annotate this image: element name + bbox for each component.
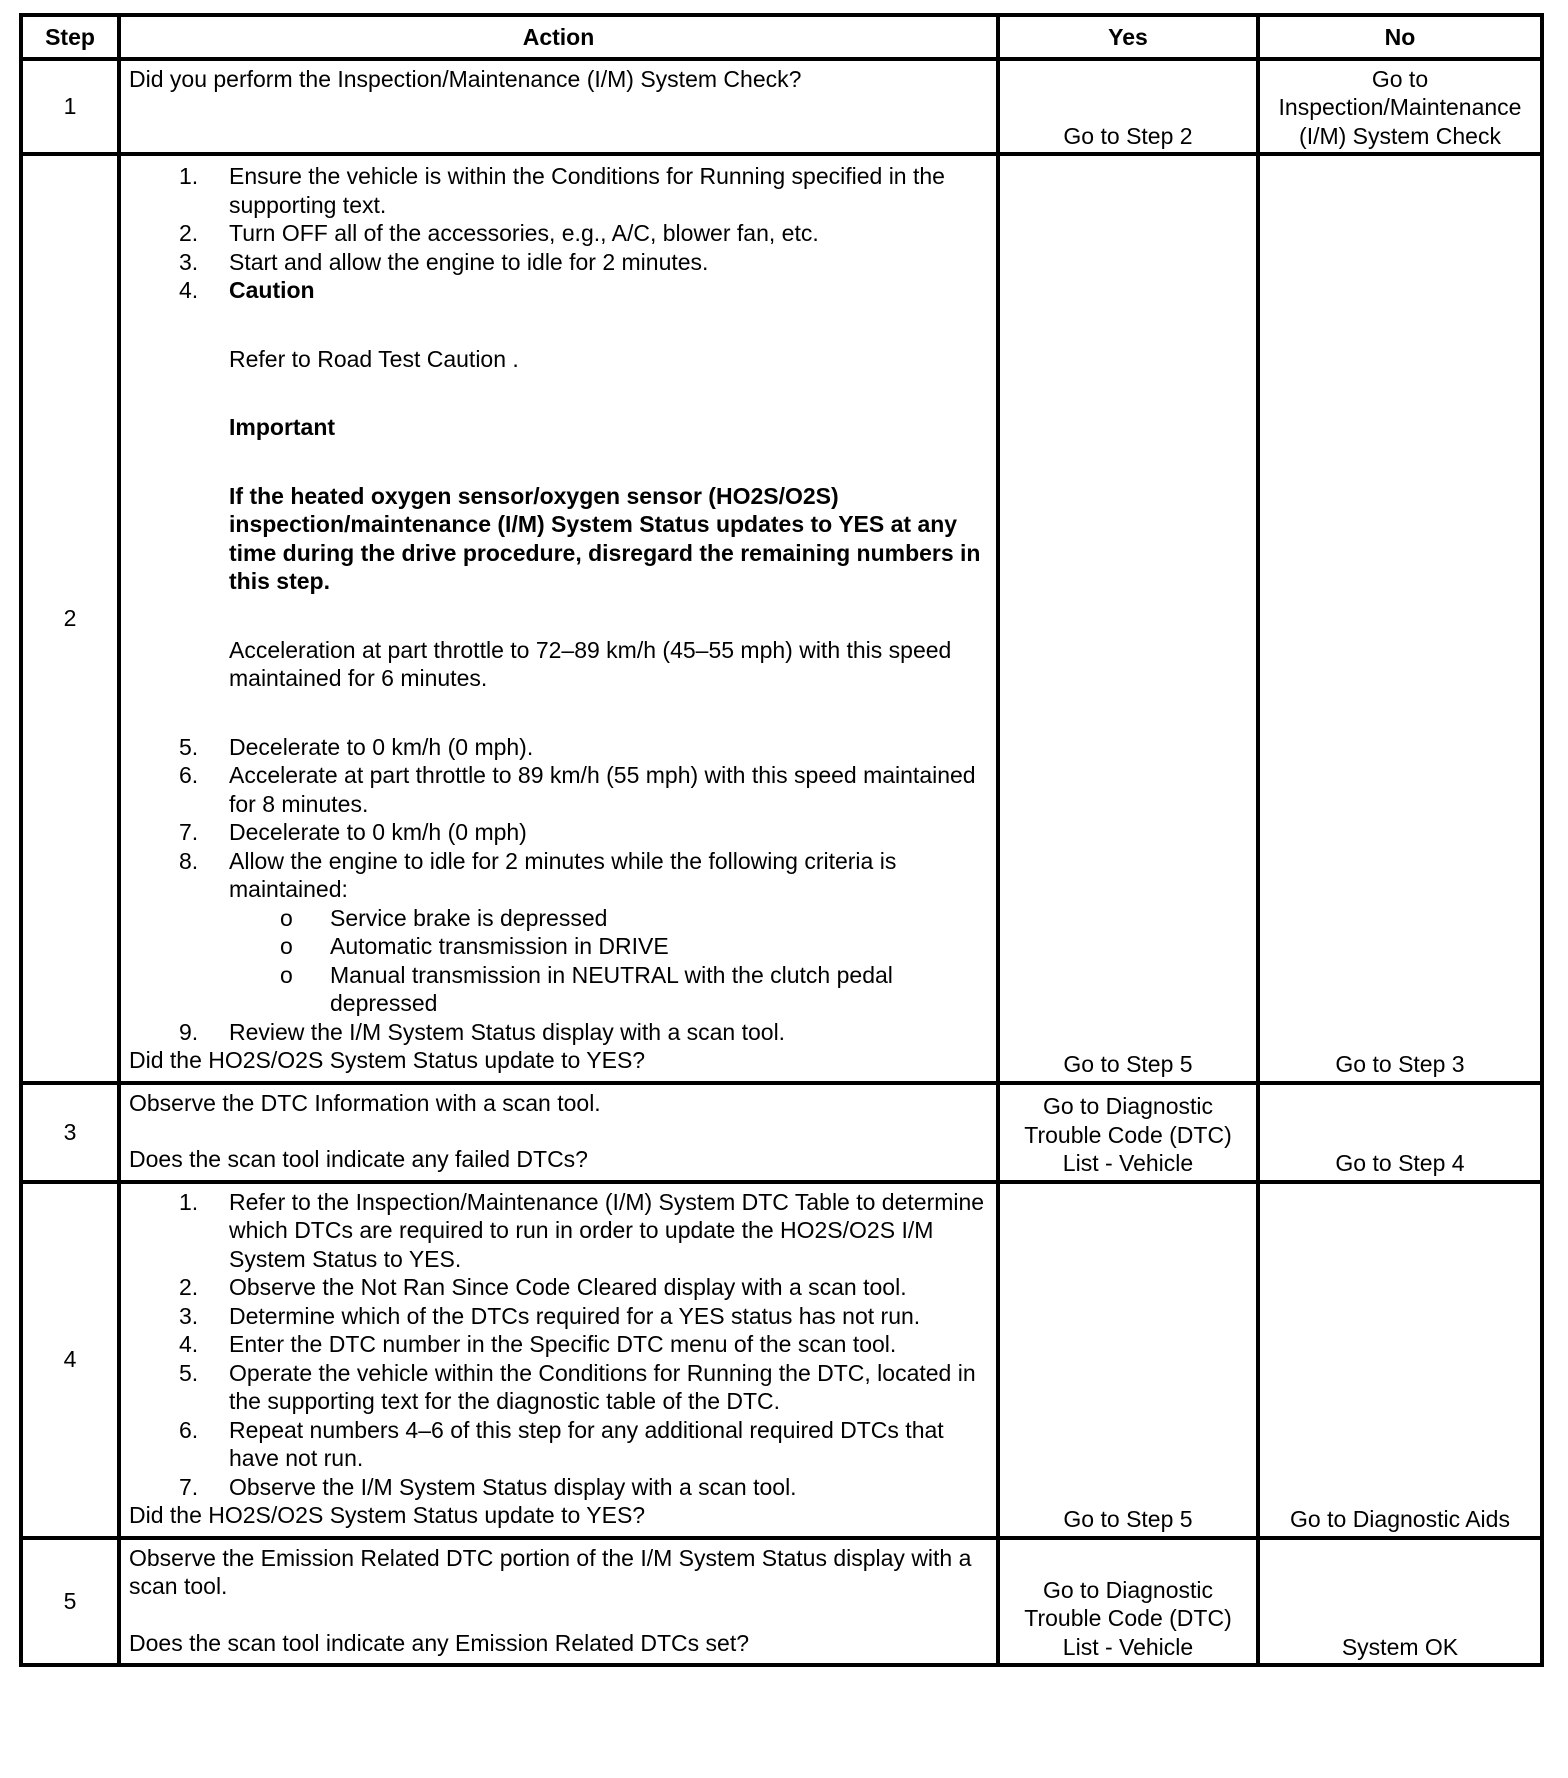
header-yes: Yes <box>998 15 1258 59</box>
table-row <box>21 59 1542 154</box>
yes-result: Go to Diagnostic Trouble Code (DTC) List - Vehicle <box>998 1538 1258 1666</box>
list-item: 1. Refer to the Inspection/Maintenance (I/M) System DTC Table to determine which DTCs are required to run in order to update the HO2S/O2S I/M System Status to YES. <box>179 1188 985 1272</box>
list-item: 8. Allow the engine to idle for 2 minutes while the following criteria is maintained: o Service brake is depressed o Automatic transmission in DRIVE o Manual transmission in NEUTRAL with the clutch pedal depressed <box>129 847 990 1018</box>
step-number: 5 <box>21 1538 119 1666</box>
table-row <box>21 1182 1542 1538</box>
list-item: 6. Repeat numbers 4–6 of this step for any additional required DTCs that have not run. <box>179 1416 944 1471</box>
header-step: Step <box>21 15 119 59</box>
list-item: o Service brake is depressed <box>280 904 608 931</box>
action-cell <box>119 59 998 154</box>
list-item: 3. Determine which of the DTCs required for a YES status has not run. <box>179 1302 921 1329</box>
list-item: 6. Accelerate at part throttle to 89 km/h (55 mph) with this speed maintained for 8 minutes. <box>179 762 976 817</box>
list-item: 4. Caution Refer to Road Test Caution . Important If the heated oxygen sensor/oxygen sensor (HO2S/O2S) inspection/maintenance (I/M) System Status updates to YES at any time during the drive procedure, disregard the remaining numbers in this step. Acceleration at part throttle to 72–89 km/h (45–55 mph) with this speed maintained for 6 minutes. <box>129 276 990 733</box>
list-item: o Manual transmission in NEUTRAL with the clutch pedal depressed <box>280 961 893 1016</box>
list-item: 7. Decelerate to 0 km/h (0 mph) <box>179 819 527 845</box>
list-item: o Automatic transmission in DRIVE <box>280 933 669 959</box>
instruction-text: Observe the DTC Information with a scan tool. <box>129 1089 601 1116</box>
list-item: 5. Operate the vehicle within the Conditions for Running the DTC, located in the supporting text for the diagnostic table of the DTC. <box>179 1359 976 1414</box>
question-text: Did you perform the Inspection/Maintenance (I/M) System Check? <box>129 66 802 92</box>
yes-result: Go to Step 5 <box>998 1182 1258 1538</box>
yes-result: Go to Diagnostic Trouble Code (DTC) List - Vehicle <box>998 1083 1258 1182</box>
action-cell <box>119 154 998 1083</box>
action-cell <box>119 1083 998 1182</box>
acceleration-text: Acceleration at part throttle to 72–89 km/h (45–55 mph) with this speed maintained for 6 minutes. <box>229 636 952 691</box>
no-result: Go to Inspection/Maintenance (I/M) System Check <box>1258 59 1542 154</box>
header-row <box>21 15 1542 59</box>
instruction-text: Observe the Emission Related DTC portion of the I/M System Status display with a scan tool. <box>129 1544 972 1599</box>
list-item: 5. Decelerate to 0 km/h (0 mph). <box>179 733 534 760</box>
step-number: 3 <box>21 1083 119 1182</box>
procedure-list <box>129 162 990 1046</box>
action-cell <box>119 1182 998 1538</box>
list-item: 2. Observe the Not Ran Since Code Cleared display with a scan tool. <box>179 1274 907 1300</box>
table-row <box>21 1083 1542 1182</box>
action-cell <box>119 1538 998 1666</box>
yes-result: Go to Step 5 <box>998 154 1258 1083</box>
table-row <box>21 1538 1542 1666</box>
question-text: Does the scan tool indicate any Emission Related DTCs set? <box>129 1629 750 1656</box>
bullet-icon: o <box>280 933 293 959</box>
procedure-list <box>129 1188 990 1502</box>
important-text: If the heated oxygen sensor/oxygen sensor (HO2S/O2S) inspection/maintenance (I/M) System Status updates to YES at any time during the drive procedure, disregard the remaining numbers in this step. <box>229 482 981 594</box>
header-no: No <box>1258 15 1542 59</box>
question-text: Did the HO2S/O2S System Status update to YES? <box>129 1502 646 1528</box>
criteria-list <box>229 904 990 1018</box>
no-result: Go to Step 3 <box>1258 154 1542 1083</box>
bullet-icon: o <box>280 961 293 988</box>
step-number: 2 <box>21 154 119 1083</box>
table-row <box>21 154 1542 1083</box>
step-number: 1 <box>21 59 119 154</box>
no-result: Go to Diagnostic Aids <box>1258 1182 1542 1538</box>
question-text: Did the HO2S/O2S System Status update to YES? <box>129 1047 646 1073</box>
no-result: Go to Step 4 <box>1258 1083 1542 1182</box>
list-item: 2. Turn OFF all of the accessories, e.g., A/C, blower fan, etc. <box>179 220 819 246</box>
question-text: Does the scan tool indicate any failed DTCs? <box>129 1146 588 1172</box>
list-item: 9. Review the I/M System Status display with a scan tool. <box>179 1018 786 1045</box>
no-result: System OK <box>1258 1538 1542 1666</box>
header-action: Action <box>119 15 998 59</box>
list-item: 3. Start and allow the engine to idle for 2 minutes. <box>179 248 709 275</box>
list-item: 7. Observe the I/M System Status display with a scan tool. <box>179 1473 797 1500</box>
caution-reference: Refer to Road Test Caution . <box>229 345 519 372</box>
caution-heading: Caution <box>229 277 315 303</box>
yes-result: Go to Step 2 <box>998 59 1258 154</box>
bullet-icon: o <box>280 904 293 931</box>
step-number: 4 <box>21 1182 119 1538</box>
important-heading: Important <box>229 414 336 440</box>
list-item: 1. Ensure the vehicle is within the Conditions for Running specified in the supporting text. <box>179 163 945 218</box>
list-item: 4. Enter the DTC number in the Specific DTC menu of the scan tool. <box>179 1331 897 1357</box>
diagnostic-table <box>19 13 1544 1667</box>
